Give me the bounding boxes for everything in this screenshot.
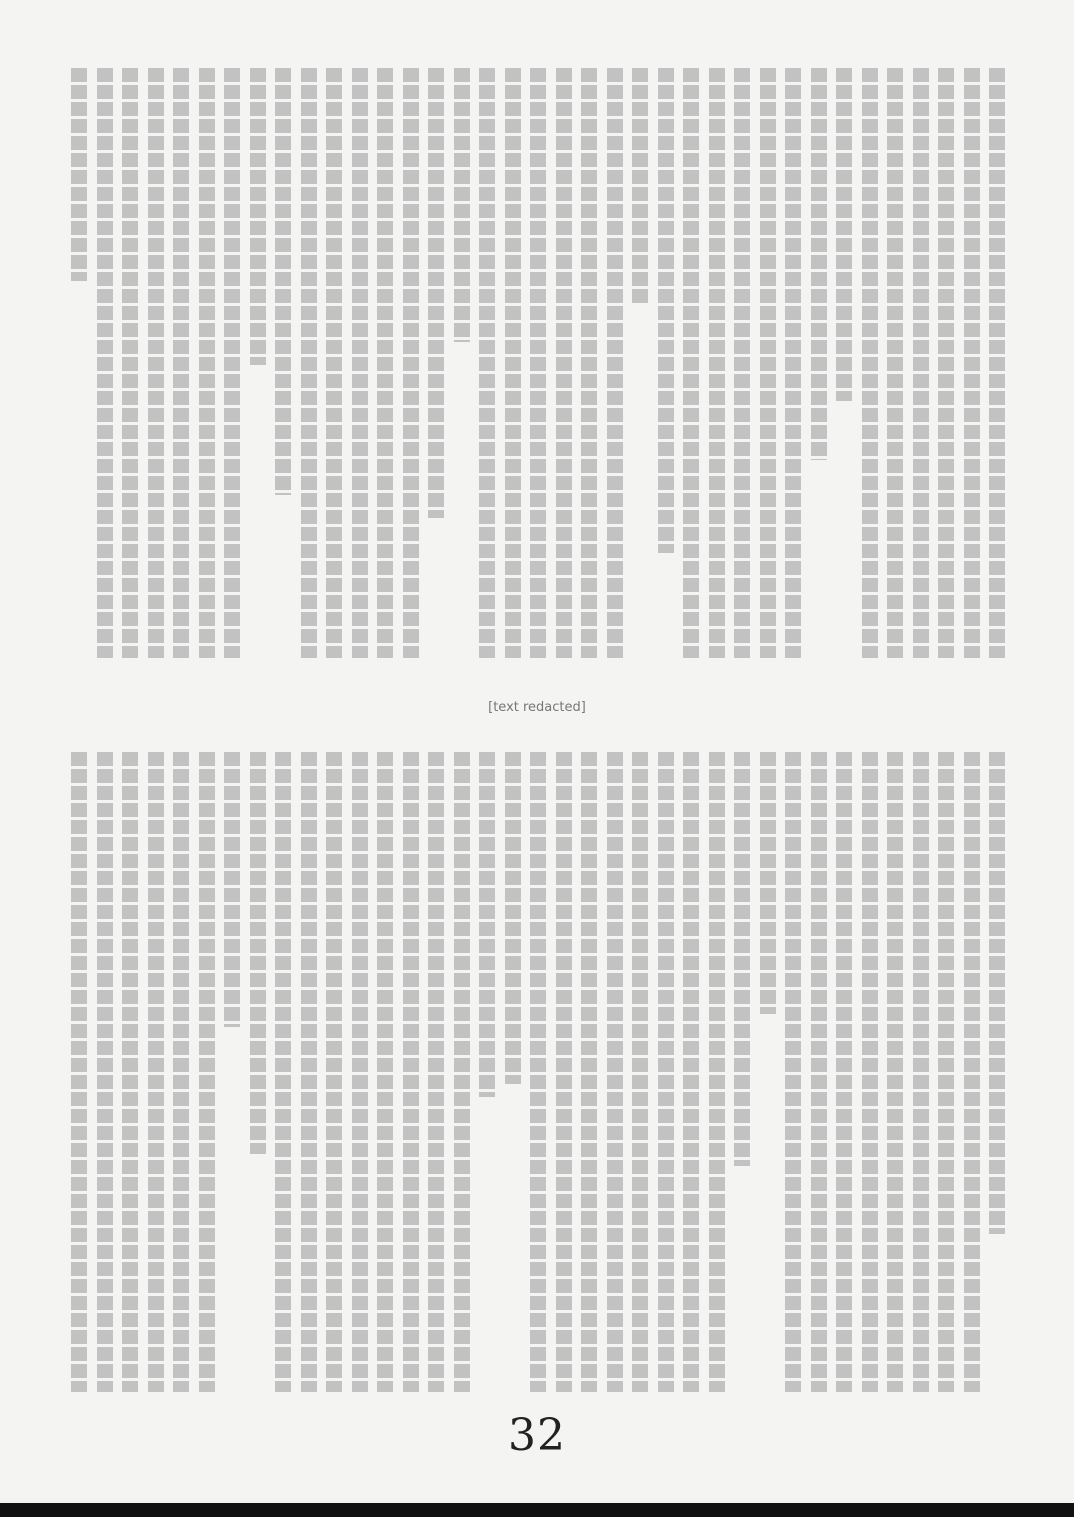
redacted-text-line [709,752,725,1392]
redacted-text-line [989,752,1005,1234]
redacted-text-line [301,752,317,1392]
redacted-text-line [632,752,648,1392]
redacted-text-line [862,68,878,658]
text-block-bottom [60,752,1005,1392]
redacted-text-line [505,752,521,1084]
redacted-text-line [556,68,572,658]
redacted-text-line [454,68,470,342]
redaction-note: [text redacted] [488,700,586,715]
redacted-text-line [811,752,827,1392]
redacted-text-line [173,68,189,658]
redacted-text-line [148,752,164,1392]
redacted-text-line [97,752,113,1392]
redacted-text-line [556,752,572,1392]
redacted-text-line [785,752,801,1392]
page-number: 32 [508,1410,566,1461]
redacted-text-line [224,752,240,1027]
redacted-text-line [97,68,113,658]
redacted-text-line [250,68,266,365]
redacted-text-line [964,68,980,658]
redacted-text-line [122,68,138,658]
redacted-text-line [352,752,368,1392]
scan-edge-bar [0,1503,1074,1517]
redacted-text-line [836,752,852,1392]
redacted-text-line [632,68,648,305]
redacted-text-line [938,68,954,658]
redacted-text-line [505,68,521,658]
redacted-text-line [862,752,878,1392]
redacted-text-line [530,752,546,1392]
redacted-text-line [683,752,699,1392]
redacted-text-line [199,752,215,1392]
redacted-text-line [811,68,827,460]
redacted-text-line [887,752,903,1392]
redacted-text-line [352,68,368,658]
redacted-text-line [454,752,470,1392]
redacted-text-line [581,68,597,658]
redacted-text-line [581,752,597,1392]
redacted-text-line [71,752,87,1392]
redacted-text-line [989,68,1005,658]
redacted-text-line [173,752,189,1392]
text-block-top [60,68,1005,658]
redacted-text-line [938,752,954,1392]
redacted-text-line [377,68,393,658]
redacted-text-line [887,68,903,658]
redacted-text-line [250,752,266,1154]
redacted-text-line [71,68,87,281]
redacted-text-line [785,68,801,658]
redacted-text-line [326,752,342,1392]
redacted-text-line [403,68,419,658]
redacted-text-line [301,68,317,658]
redacted-text-line [199,68,215,658]
redacted-text-line [224,68,240,658]
redacted-text-line [607,752,623,1392]
redacted-text-line [479,68,495,658]
redacted-text-line [734,752,750,1166]
redacted-text-line [428,752,444,1392]
redacted-text-line [479,752,495,1097]
redacted-text-line [760,68,776,658]
redacted-text-line [913,752,929,1392]
redacted-text-line [607,68,623,658]
redacted-text-line [760,752,776,1014]
redacted-text-line [836,68,852,401]
redacted-text-line [428,68,444,518]
redacted-text-line [122,752,138,1392]
redacted-text-line [734,68,750,658]
redacted-text-line [377,752,393,1392]
redacted-text-line [530,68,546,658]
redacted-text-line [658,752,674,1392]
redacted-text-line [148,68,164,658]
redacted-text-line [403,752,419,1392]
redacted-text-line [683,68,699,658]
redacted-text-line [275,68,291,495]
redacted-text-line [326,68,342,658]
redacted-text-line [658,68,674,553]
redacted-text-line [964,752,980,1392]
redacted-text-line [275,752,291,1392]
redacted-text-line [709,68,725,658]
redacted-text-line [913,68,929,658]
